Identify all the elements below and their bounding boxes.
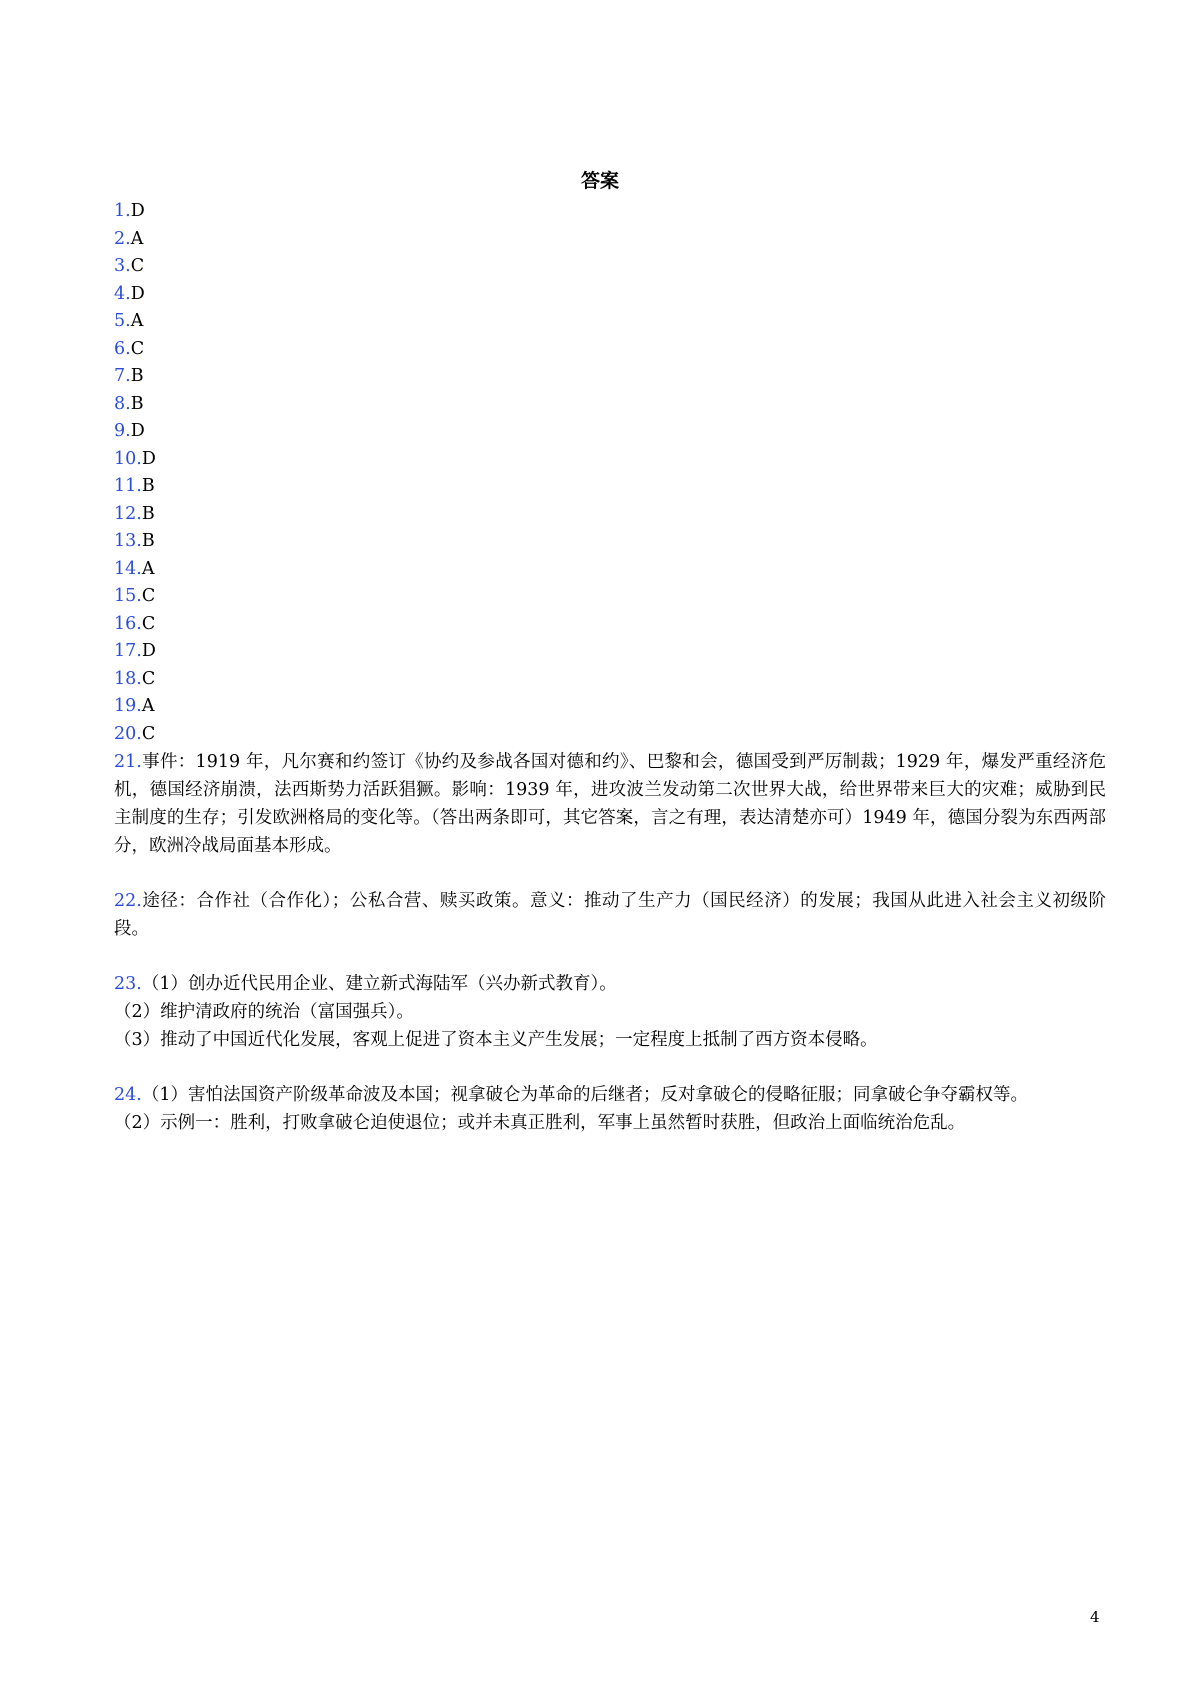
question-number: 19.	[114, 696, 142, 716]
answer-22	[114, 887, 1106, 943]
mc-answer-row	[114, 336, 1106, 364]
answer-letter: A	[141, 558, 155, 579]
answer-letter: B	[130, 366, 144, 386]
question-number: 10.	[114, 448, 142, 469]
answer-letter: A	[130, 228, 144, 249]
answer-24	[114, 1081, 1106, 1137]
question-number: 5.	[114, 311, 131, 331]
mc-answer-row	[114, 693, 1106, 721]
spacer	[114, 943, 1106, 970]
mc-answer-row	[114, 391, 1106, 419]
answer-letter: C	[130, 338, 145, 359]
answer-letter: C	[141, 723, 156, 744]
answer-line	[114, 970, 1106, 998]
question-number: 21.	[114, 752, 142, 772]
mc-answer-row	[114, 198, 1106, 226]
multiple-choice-answers	[114, 198, 1106, 748]
answer-23	[114, 970, 1106, 1054]
mc-answer-row	[114, 721, 1106, 749]
question-number: 23.	[114, 974, 142, 994]
answer-line	[114, 1081, 1106, 1109]
answer-letter: A	[130, 311, 144, 331]
answer-text: 途径：合作社（合作化）；公私合营、赎买政策。意义：推动了生产力（国民经济）的发展；我国从此进入社会主义初级阶段。	[114, 891, 1106, 939]
question-number: 7.	[114, 366, 131, 386]
mc-answer-row	[114, 501, 1106, 529]
mc-answer-row	[114, 638, 1106, 666]
mc-answer-row	[114, 611, 1106, 639]
question-number: 17.	[114, 641, 142, 661]
page-number: 4	[1090, 1608, 1100, 1626]
answer-line: （3）推动了中国近代化发展，客观上促进了资本主义产生发展；一定程度上抵制了西方资本侵略。	[114, 1030, 878, 1050]
spacer	[114, 860, 1106, 887]
question-number: 14.	[114, 558, 142, 579]
answer-letter: B	[141, 503, 155, 524]
answer-letter: A	[141, 696, 155, 716]
answer-line: （2）维护清政府的统治（富国强兵）。	[114, 1002, 414, 1022]
mc-answer-row	[114, 666, 1106, 694]
answer-letter: B	[141, 476, 155, 496]
question-number: 18.	[114, 668, 142, 689]
answer-letter: D	[130, 201, 145, 221]
answer-letter: D	[130, 283, 145, 304]
mc-answer-row	[114, 556, 1106, 584]
question-number: 24.	[114, 1085, 142, 1105]
mc-answer-row	[114, 583, 1106, 611]
answer-letter: D	[141, 641, 156, 661]
answer-content	[114, 198, 1106, 1137]
question-number: 13.	[114, 531, 142, 551]
answer-letter: C	[141, 586, 156, 606]
question-number: 20.	[114, 723, 142, 744]
answer-text: （1）害怕法国资产阶级革命波及本国；视拿破仑为革命的后继者；反对拿破仑的侵略征服；同拿破仑争夺霸权等。	[141, 1085, 1028, 1105]
answer-text: （1）创办近代民用企业、建立新式海陆军（兴办新式教育）。	[141, 974, 617, 994]
question-number: 12.	[114, 503, 142, 524]
mc-answer-row	[114, 308, 1106, 336]
question-number: 16.	[114, 613, 142, 634]
question-number: 11.	[114, 476, 142, 496]
mc-answer-row	[114, 418, 1106, 446]
answer-letter: C	[141, 668, 156, 689]
answer-line: （2）示例一：胜利，打败拿破仑迫使退位；或并未真正胜利，军事上虽然暂时获胜，但政治上面临统治危乱。	[114, 1113, 966, 1133]
mc-answer-row	[114, 473, 1106, 501]
answer-letter: D	[130, 421, 145, 441]
answer-text: 事件：1919 年，凡尔赛和约签订《协约及参战各国对德和约》、巴黎和会，德国受到严厉制裁；1929 年，爆发严重经济危机，德国经济崩溃，法西斯势力活跃猖獗。影响：1939 年，进攻波兰发动第二次世界大战，给世界带来巨大的灾难；威胁到民主制度的生存；引发欧洲格局的变化等。（答出两条即可，其它答案，言之有理，表达清楚亦可）1949 年，德国分裂为东西两部分，欧洲冷战局面基本形成。	[114, 752, 1106, 856]
question-number: 9.	[114, 421, 131, 441]
question-number: 1.	[114, 201, 131, 221]
mc-answer-row	[114, 528, 1106, 556]
question-number: 15.	[114, 586, 142, 606]
page-title: 答案	[580, 170, 619, 192]
question-number: 22.	[114, 891, 142, 911]
mc-answer-row	[114, 446, 1106, 474]
question-number: 6.	[114, 338, 131, 359]
mc-answer-row	[114, 226, 1106, 254]
answer-letter: D	[141, 448, 156, 469]
question-number: 4.	[114, 283, 131, 304]
question-number: 2.	[114, 228, 131, 249]
question-number: 3.	[114, 256, 131, 276]
answer-letter: B	[141, 531, 155, 551]
mc-answer-row	[114, 281, 1106, 309]
mc-answer-row	[114, 363, 1106, 391]
mc-answer-row	[114, 253, 1106, 281]
answer-letter: B	[130, 393, 144, 414]
answer-21	[114, 748, 1106, 860]
spacer	[114, 1054, 1106, 1081]
answer-letter: C	[141, 613, 156, 634]
question-number: 8.	[114, 393, 131, 414]
answer-letter: C	[130, 256, 145, 276]
